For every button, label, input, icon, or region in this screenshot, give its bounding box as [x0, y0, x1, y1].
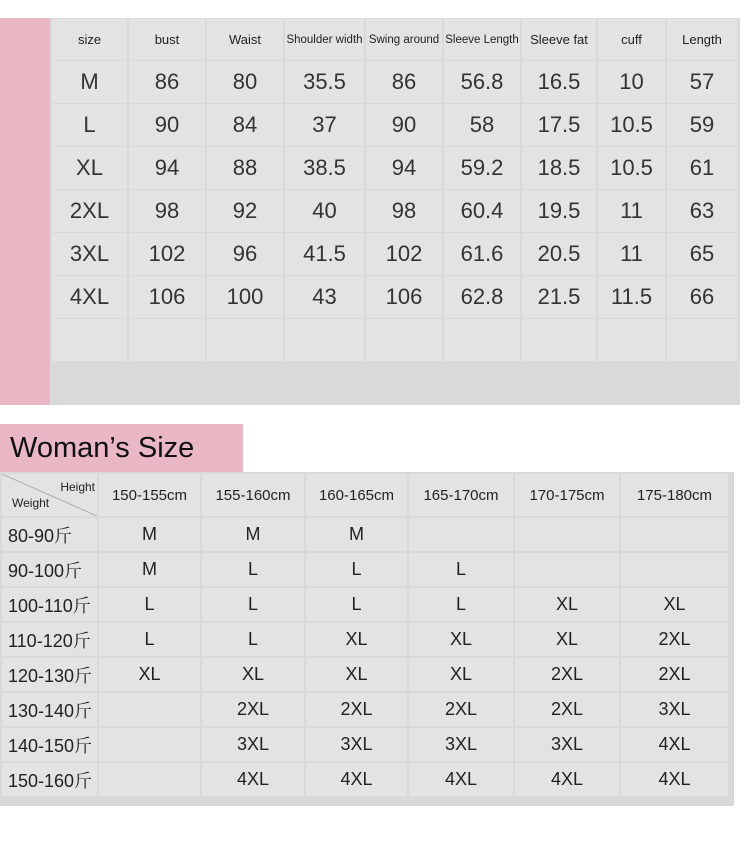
size-cell: XL [409, 623, 513, 656]
chart-row [2, 728, 728, 761]
table-cell: 98 [129, 190, 205, 232]
table-cell: 90 [129, 104, 205, 146]
table-cell: 65 [667, 233, 737, 275]
table-cell: 16.5 [522, 61, 596, 103]
table-cell: 102 [366, 233, 442, 275]
size-cell: L [202, 553, 304, 586]
table-cell: 57 [667, 61, 737, 103]
table-cell: 88 [207, 147, 283, 189]
size-cell: XL [99, 658, 200, 691]
size-cell: 4XL [409, 763, 513, 796]
table-cell: 56.8 [444, 61, 520, 103]
womans-size-heading-box [0, 424, 243, 472]
table-cell: 94 [129, 147, 205, 189]
table-cell: 66 [667, 276, 737, 318]
table-cell: 20.5 [522, 233, 596, 275]
table-cell: 61.6 [444, 233, 520, 275]
header-cell: Shoulder width [285, 19, 364, 60]
size-cell: XL [202, 658, 304, 691]
table-cell: 96 [207, 233, 283, 275]
size-cell: 4XL [621, 728, 728, 761]
height-header-cell: 165-170cm [409, 474, 513, 516]
size-cell: XL [306, 658, 407, 691]
size-cell: L [202, 623, 304, 656]
size-cell: 4XL [621, 763, 728, 796]
size-cell: XL [621, 588, 728, 621]
size-cell: 3XL [515, 728, 619, 761]
size-cell: 2XL [621, 658, 728, 691]
size-cell [99, 693, 200, 726]
table-cell: 3XL [52, 233, 127, 275]
table-cell: 21.5 [522, 276, 596, 318]
table-cell: 94 [366, 147, 442, 189]
height-header-cell: 170-175cm [515, 474, 619, 516]
table-cell: 40 [285, 190, 364, 232]
size-cell: 3XL [202, 728, 304, 761]
height-header-cell: 155-160cm [202, 474, 304, 516]
size-cell [621, 518, 728, 551]
weight-label-cell: 110-120斤 [2, 623, 97, 656]
table-cell: 18.5 [522, 147, 596, 189]
table-cell: 58 [444, 104, 520, 146]
size-cell: 2XL [409, 693, 513, 726]
height-header-cell: 175-180cm [621, 474, 728, 516]
chart-row [2, 658, 728, 691]
header-cell: Swing around [366, 19, 442, 60]
empty-cell [207, 319, 283, 361]
table-cell: 17.5 [522, 104, 596, 146]
size-cell [99, 728, 200, 761]
table-cell: 90 [366, 104, 442, 146]
empty-cell [366, 319, 442, 361]
table-cell: 98 [366, 190, 442, 232]
empty-cell [444, 319, 520, 361]
size-cell: L [306, 553, 407, 586]
size-table-row [52, 147, 737, 189]
size-cell: XL [409, 658, 513, 691]
size-cell [515, 553, 619, 586]
table-cell: 102 [129, 233, 205, 275]
size-cell [621, 553, 728, 586]
weight-label-cell: 100-110斤 [2, 588, 97, 621]
table-cell: 11 [598, 190, 665, 232]
table-cell: 11 [598, 233, 665, 275]
size-cell: XL [515, 623, 619, 656]
weight-label-cell: 140-150斤 [2, 728, 97, 761]
size-table-panel [50, 18, 740, 405]
table-cell: 86 [129, 61, 205, 103]
table-cell: 35.5 [285, 61, 364, 103]
table-cell: 19.5 [522, 190, 596, 232]
chart-header-row [2, 474, 728, 516]
size-cell: 3XL [621, 693, 728, 726]
empty-cell [598, 319, 665, 361]
table-cell: 10.5 [598, 147, 665, 189]
table-cell: 41.5 [285, 233, 364, 275]
size-cell [515, 518, 619, 551]
size-table-empty-row [52, 319, 737, 361]
table-cell: 60.4 [444, 190, 520, 232]
size-table-row [52, 276, 737, 318]
size-cell: 2XL [306, 693, 407, 726]
table-cell: M [52, 61, 127, 103]
table-cell: 92 [207, 190, 283, 232]
size-cell: L [409, 588, 513, 621]
height-header-cell: 150-155cm [99, 474, 200, 516]
size-cell: M [99, 518, 200, 551]
height-weight-chart-panel [0, 472, 734, 806]
table-cell: 106 [129, 276, 205, 318]
size-table-row [52, 104, 737, 146]
size-cell: L [99, 623, 200, 656]
size-table-row [52, 190, 737, 232]
header-cell: bust [129, 19, 205, 60]
corner-weight-label: Weight [12, 496, 50, 510]
corner-height-label: Height [60, 480, 95, 494]
table-cell: 43 [285, 276, 364, 318]
size-cell: M [306, 518, 407, 551]
table-cell: 80 [207, 61, 283, 103]
pink-side-strip [0, 18, 50, 405]
weight-label-cell: 150-160斤 [2, 763, 97, 796]
table-cell: 4XL [52, 276, 127, 318]
size-table-row [52, 61, 737, 103]
table-cell: 11.5 [598, 276, 665, 318]
size-cell: L [202, 588, 304, 621]
size-cell: 2XL [621, 623, 728, 656]
size-cell: L [99, 588, 200, 621]
table-cell: 10 [598, 61, 665, 103]
table-cell: 37 [285, 104, 364, 146]
size-cell: XL [306, 623, 407, 656]
table-cell: L [52, 104, 127, 146]
height-header-cell: 160-165cm [306, 474, 407, 516]
size-cell: 3XL [409, 728, 513, 761]
empty-cell [522, 319, 596, 361]
chart-row [2, 518, 728, 551]
table-cell: 59 [667, 104, 737, 146]
size-cell: 3XL [306, 728, 407, 761]
table-cell: 59.2 [444, 147, 520, 189]
table-cell: 106 [366, 276, 442, 318]
header-cell: Waist [207, 19, 283, 60]
size-cell: L [306, 588, 407, 621]
size-table-header-row [52, 19, 737, 60]
empty-cell [285, 319, 364, 361]
weight-label-cell: 130-140斤 [2, 693, 97, 726]
size-cell: L [409, 553, 513, 586]
empty-cell [52, 319, 127, 361]
table-cell: 61 [667, 147, 737, 189]
size-cell [409, 518, 513, 551]
weight-label-cell: 80-90斤 [2, 518, 97, 551]
size-cell: M [202, 518, 304, 551]
weight-label-cell: 120-130斤 [2, 658, 97, 691]
table-cell: 84 [207, 104, 283, 146]
size-cell: 4XL [515, 763, 619, 796]
table-cell: 10.5 [598, 104, 665, 146]
table-cell: 2XL [52, 190, 127, 232]
page-title: Woman’s Size [10, 432, 195, 464]
chart-row [2, 553, 728, 586]
size-cell: M [99, 553, 200, 586]
table-cell: 62.8 [444, 276, 520, 318]
empty-cell [667, 319, 737, 361]
height-weight-chart [0, 472, 730, 798]
size-cell: 2XL [202, 693, 304, 726]
header-cell: cuff [598, 19, 665, 60]
size-cell: 4XL [202, 763, 304, 796]
header-cell: Sleeve fat [522, 19, 596, 60]
size-cell: XL [515, 588, 619, 621]
chart-row [2, 763, 728, 796]
table-cell: 100 [207, 276, 283, 318]
size-cell: 2XL [515, 693, 619, 726]
table-cell: 38.5 [285, 147, 364, 189]
table-cell: XL [52, 147, 127, 189]
header-cell: Sleeve Length [444, 19, 520, 60]
chart-row [2, 693, 728, 726]
size-table [50, 18, 739, 362]
chart-row [2, 623, 728, 656]
empty-cell [129, 319, 205, 361]
corner-cell [2, 474, 97, 516]
table-cell: 86 [366, 61, 442, 103]
size-cell: 2XL [515, 658, 619, 691]
table-cell: 63 [667, 190, 737, 232]
weight-label-cell: 90-100斤 [2, 553, 97, 586]
header-cell: size [52, 19, 127, 60]
size-table-row [52, 233, 737, 275]
size-cell: 4XL [306, 763, 407, 796]
size-cell [99, 763, 200, 796]
chart-row [2, 588, 728, 621]
header-cell: Length [667, 19, 737, 60]
